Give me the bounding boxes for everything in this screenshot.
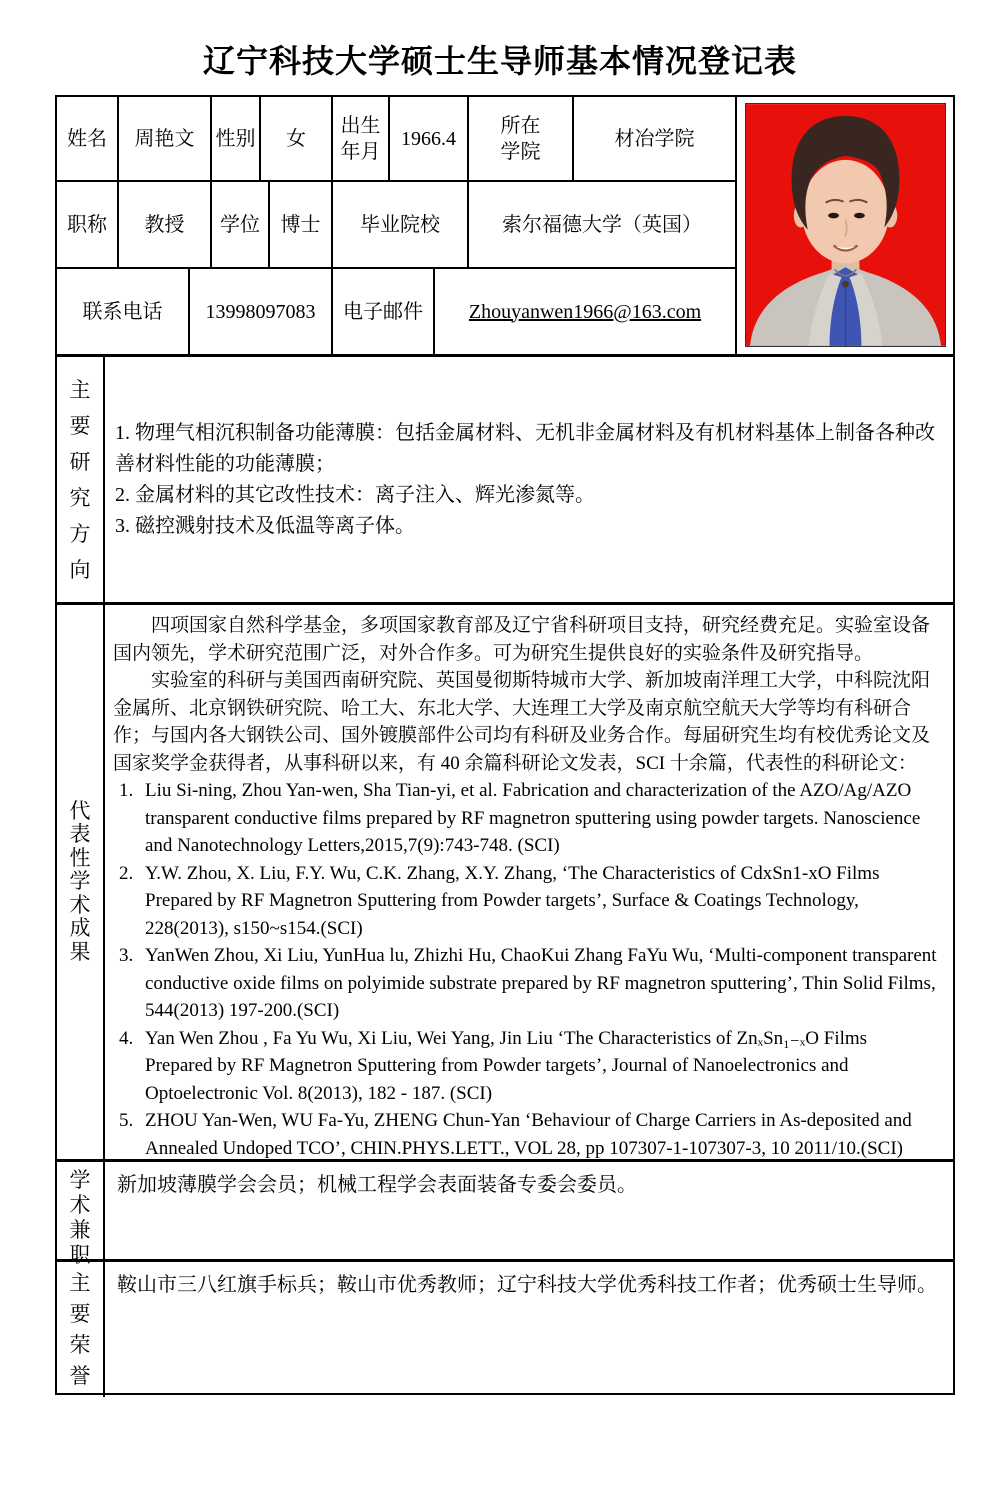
- achievements-paragraph: 四项国家自然科学基金，多项国家教育部及辽宁省科研项目支持，研究经费充足。实验室设备国内领先，学术研究范围广泛，对外合作多。可为研究生提供良好的实验条件及研究指导。: [113, 615, 931, 664]
- research-content: [105, 357, 953, 602]
- achievements-content: [105, 605, 953, 1159]
- degree-label: 学位: [212, 182, 270, 267]
- honors-side-label: 主要荣誉: [57, 1262, 105, 1397]
- rank-label: 职称: [57, 182, 119, 267]
- birth-value: 1966.4: [390, 97, 469, 180]
- email-link[interactable]: Zhouyanwen1966@163.com: [468, 300, 702, 323]
- school-value: 索尔福德大学（英国）: [469, 182, 737, 267]
- personal-info-grid: [57, 97, 737, 354]
- section-affiliations: [57, 1159, 953, 1267]
- personal-info-block: [57, 97, 953, 354]
- publication-list: [113, 777, 941, 1159]
- name-value: 周艳文: [119, 97, 212, 180]
- gender-label: 性别: [212, 97, 261, 180]
- list-item: 4. Yan Wen Zhou , Fa Yu Wu, Xi Liu, Wei Yang, Jin Liu ‘The Characteristics of ZnₓSn₁₋ₓO Films Prepared by RF Magnetron Sputtering from Powder targets’, Journal of Nanoelectronics and Optoelectronic Vol. 8(2013), 182 - 187. (SCI): [119, 1027, 868, 1104]
- section-achievements: [57, 602, 953, 1159]
- section-research-directions: [57, 354, 953, 602]
- table-row: [57, 182, 737, 269]
- rank-value: 教授: [119, 182, 212, 267]
- list-item: 1. Liu Si-ning, Zhou Yan-wen, Sha Tian-yi, et al. Fabrication and characterization of the AZO/Ag/AZO transparent conductive films prepared by RF magnetron sputtering using powder targets. Nanoscience and Nanotechnology Letters,2015,7(9):743-748. (SCI): [119, 780, 921, 856]
- honors-content: 鞍山市三八红旗手标兵；鞍山市优秀教师；辽宁科技大学优秀科技工作者；优秀硕士生导师。: [117, 1274, 937, 1296]
- affiliations-side-label: 学术兼职: [57, 1162, 105, 1259]
- list-item: 3. YanWen Zhou, Xi Liu, YunHua lu, Zhizhi Hu, ChaoKui Zhang FaYu Wu, ‘Multi-component transparent conductive oxide films on polyimide substrate prepared by RF magnetron sputtering’, Thin Solid Films, 544(2013) 197-200.(SCI): [119, 945, 937, 1021]
- achievements-paragraph: 实验室的科研与美国西南研究院、英国曼彻斯特城市大学、新加坡南洋理工大学，中科院沈阳金属所、北京钢铁研究院、哈工大、东北大学、大连理工大学及南京航空航天大学等均有科研合作；与国内各大钢铁公司、国外镀膜部件公司均有科研及业务合作。每届研究生均有校优秀论文及国家奖学金获得者，从事科研以来，有 40 余篇科研论文发表，SCI 十余篇，代表性的科研论文：: [113, 670, 931, 774]
- section-honors: [57, 1259, 953, 1397]
- page-title: 辽宁科技大学硕士生导师基本情况登记表: [202, 43, 797, 79]
- birth-label: 出生年月: [333, 97, 390, 180]
- list-item: 2. Y.W. Zhou, X. Liu, F.Y. Wu, C.K. Zhang, X.Y. Zhang, ‘The Characteristics of CdxSn1-xO Films Prepared by RF Magnetron Sputtering from Powder targets’, Surface & Coatings Technology, 228(2013), s150~s154.(SCI): [119, 862, 880, 939]
- degree-value: 博士: [270, 182, 333, 267]
- table-row: [57, 269, 737, 354]
- college-label: 所在学院: [469, 97, 574, 180]
- college-value: 材冶学院: [574, 97, 737, 180]
- registration-table: [55, 95, 955, 1395]
- portrait-photo: [745, 103, 946, 347]
- name-label: 姓名: [57, 97, 119, 180]
- affiliations-content: 新加坡薄膜学会会员；机械工程学会表面装备专委会委员。: [117, 1174, 637, 1196]
- gender-value: 女: [261, 97, 333, 180]
- research-item: 2. 金属材料的其它改性技术：离子注入、辉光渗氮等。: [115, 483, 595, 506]
- school-label: 毕业院校: [333, 182, 469, 267]
- photo-cell: [737, 97, 953, 354]
- research-item: 1. 物理气相沉积制备功能薄膜：包括金属材料、无机非金属材料及有机材料基体上制备各种改善材料性能的功能薄膜；: [115, 421, 935, 475]
- phone-label: 联系电话: [57, 269, 190, 354]
- list-item: 5. ZHOU Yan-Wen, WU Fa-Yu, ZHENG Chun-Yan ‘Behaviour of Charge Carriers in As-deposited and Annealed Undoped TCO’, CHIN.PHYS.LETT., VOL 28, pp 107307-1-107307-3, 10 2011/10.(SCI): [119, 1110, 912, 1159]
- research-item: 3. 磁控溅射技术及低温等离子体。: [115, 514, 415, 537]
- email-value[interactable]: [435, 269, 737, 354]
- phone-value: 13998097083: [190, 269, 333, 354]
- email-label: 电子邮件: [333, 269, 435, 354]
- research-side-label: 主要研究方向: [57, 357, 105, 602]
- achievements-side-label: 代表性学术成果: [57, 605, 105, 1159]
- table-row: [57, 97, 737, 182]
